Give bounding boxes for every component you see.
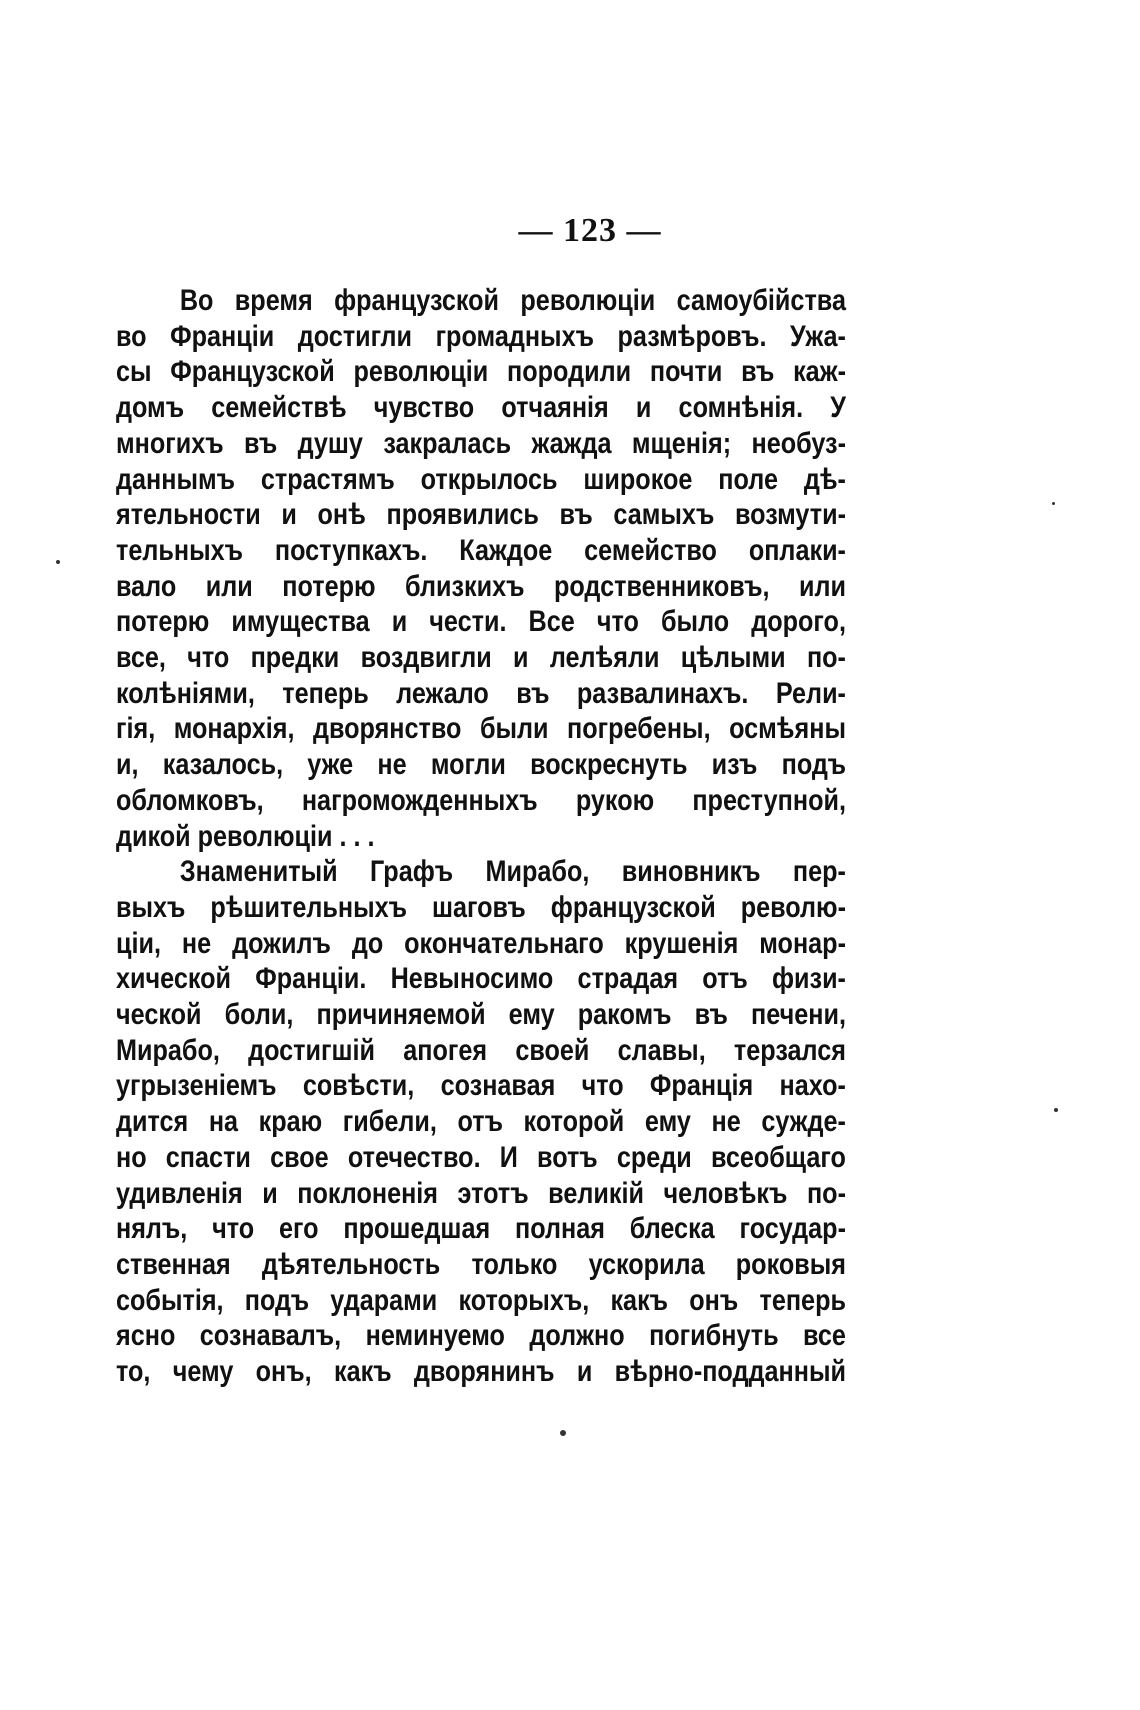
text-line: событія, подъ ударами которыхъ, какъ онъ теперь xyxy=(116,1283,846,1317)
text-line: то, чему онъ, какъ дворянинъ и вѣрно-подданный xyxy=(116,1355,846,1389)
text-line: ціи, не дожилъ до окончательнаго крушенія монар- xyxy=(116,926,846,960)
text-line: и, казалось, уже не могли воскреснуть изъ подъ xyxy=(116,748,846,782)
text-line: даннымъ страстямъ открылось широкое поле дѣ- xyxy=(116,462,846,496)
text-line: потерю имущества и чести. Все что было дорого, xyxy=(116,605,846,639)
text-line: но спасти свое отечество. И вотъ среди всеобщаго xyxy=(116,1140,846,1174)
text-line: все, что предки воздвигли и лелѣяли цѣлыми по- xyxy=(116,641,846,675)
text-line: ственная дѣятельность только ускорила роковыя xyxy=(116,1247,846,1281)
page-number: — 123 — xyxy=(518,212,662,249)
text-line: выхъ рѣшительныхъ шаговъ французской револю- xyxy=(116,890,846,924)
text-line: во Франціи достигли громадныхъ размѣровъ. Ужа- xyxy=(116,319,846,353)
text-line: сы Французской революціи породили почти въ каж- xyxy=(116,355,846,389)
scan-speck xyxy=(560,1430,566,1436)
text-line: обломковъ, нагроможденныхъ рукою преступной, xyxy=(116,783,846,817)
text-line: Мирабо, достигшій апогея своей славы, терзался xyxy=(116,1033,846,1067)
text-line: дится на краю гибели, отъ которой ему не сужде- xyxy=(116,1105,846,1139)
text-line: дикой революціи . . . xyxy=(116,819,375,853)
scan-speck xyxy=(1054,1108,1058,1112)
text-line: Знаменитый Графъ Мирабо, виновникъ пер- xyxy=(179,855,846,889)
body-text xyxy=(116,283,846,1390)
text-line: ясно сознавалъ, неминуемо должно погибнуть все xyxy=(116,1319,846,1353)
scan-speck xyxy=(1052,502,1055,505)
text-line: вало или потерю близкихъ родственниковъ, или xyxy=(116,569,846,603)
scan-speck xyxy=(56,560,60,564)
text-line: многихъ въ душу закралась жажда мщенія; необуз- xyxy=(116,426,846,460)
text-line: нялъ, что его прошедшая полная блеска государ- xyxy=(116,1212,846,1246)
text-line: ятельности и онѣ проявились въ самыхъ возмути- xyxy=(116,498,846,532)
text-line: домъ семействѣ чувство отчаянія и сомнѣнія. У xyxy=(116,391,846,425)
text-line: гія, монархія, дворянство были погребены, осмѣяны xyxy=(116,712,846,746)
text-line: тельныхъ поступкахъ. Каждое семейство оплаки- xyxy=(116,533,846,567)
text-line: угрызеніемъ совѣсти, сознавая что Франція нахо- xyxy=(116,1069,846,1103)
text-line: хической Франціи. Невыносимо страдая отъ физи- xyxy=(116,962,846,996)
text-line: Во время французской революціи самоубійства xyxy=(179,284,846,317)
text-line: колѣніями, теперь лежало въ развалинахъ. Рели- xyxy=(116,676,846,710)
text-line: ческой боли, причиняемой ему ракомъ въ печени, xyxy=(116,998,846,1032)
text-line: удивленія и поклоненія этотъ великій человѣкъ по- xyxy=(116,1176,846,1210)
